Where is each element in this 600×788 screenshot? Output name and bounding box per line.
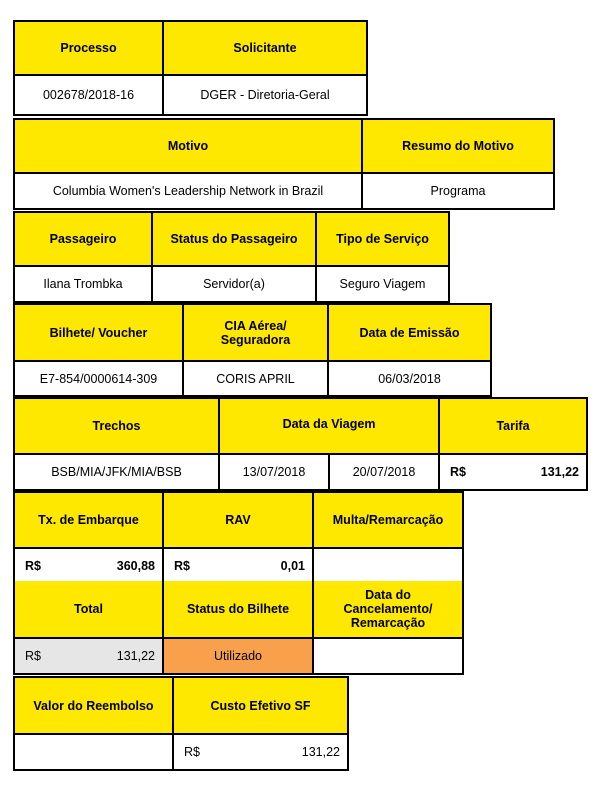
custo-amount: 131,22 [301, 745, 340, 759]
bilhete-header: Bilhete/ Voucher [15, 305, 184, 360]
emissao-header: Data de Emissão [329, 305, 492, 360]
embarque-header: Tx. de Embarque [15, 493, 164, 547]
status-passageiro-header: Status do Passageiro [153, 213, 317, 265]
embarque-value [15, 549, 164, 583]
status-bilhete-value: Utilizado [164, 639, 314, 673]
multa-value [314, 549, 464, 583]
resumo-header: Resumo do Motivo [363, 120, 555, 172]
trechos-header: Trechos [15, 399, 220, 453]
reembolso-header: Valor do Reembolso [15, 678, 174, 733]
tarifa-header: Tarifa [440, 399, 588, 453]
custo-value [174, 735, 349, 769]
emissao-value: 06/03/2018 [329, 362, 492, 395]
motivo-value: Columbia Women's Leadership Network in Brazil [15, 174, 363, 208]
taxas-block [13, 491, 464, 585]
solicitante-header: Solicitante [164, 22, 368, 74]
tarifa-amount: 131,22 [540, 465, 579, 479]
data-viagem-header: Data da Viagem [220, 399, 440, 453]
passageiro-block [13, 211, 450, 303]
status-bilhete-header: Status do Bilhete [164, 581, 314, 637]
total-value [15, 639, 164, 673]
motivo-block [13, 118, 555, 210]
reembolso-value [15, 735, 174, 769]
tarifa-value [440, 455, 588, 489]
total-block [13, 581, 464, 675]
total-currency: R$ [25, 649, 41, 663]
bilhete-block [13, 303, 492, 397]
trechos-block [13, 397, 588, 491]
tipo-servico-header: Tipo de Serviço [317, 213, 450, 265]
processo-header: Processo [15, 22, 164, 74]
bilhete-value: E7-854/0000614-309 [15, 362, 184, 395]
processo-value: 002678/2018-16 [15, 76, 164, 114]
status-passageiro-value: Servidor(a) [153, 267, 317, 301]
tipo-servico-value: Seguro Viagem [317, 267, 450, 301]
cancelamento-value [314, 639, 464, 673]
passageiro-header: Passageiro [15, 213, 153, 265]
rav-amount: 0,01 [280, 559, 305, 573]
custo-currency: R$ [184, 745, 200, 759]
rav-value [164, 549, 314, 583]
tarifa-currency: R$ [450, 465, 466, 479]
passageiro-value: Ilana Trombka [15, 267, 153, 301]
reembolso-block [13, 676, 349, 771]
resumo-value: Programa [363, 174, 555, 208]
rav-currency: R$ [174, 559, 190, 573]
cia-header: CIA Aérea/ Seguradora [184, 305, 329, 360]
data-volta-value: 20/07/2018 [330, 455, 440, 489]
processo-block [13, 20, 368, 116]
total-header: Total [15, 581, 164, 637]
cia-value: CORIS APRIL [184, 362, 329, 395]
embarque-amount: 360,88 [116, 559, 155, 573]
solicitante-value: DGER - Diretoria-Geral [164, 76, 368, 114]
motivo-header: Motivo [15, 120, 363, 172]
cancelamento-header: Data do Cancelamento/ Remarcação [314, 581, 464, 637]
total-amount: 131,22 [116, 649, 155, 663]
multa-header: Multa/Remarcação [314, 493, 464, 547]
embarque-currency: R$ [25, 559, 41, 573]
trechos-value: BSB/MIA/JFK/MIA/BSB [15, 455, 220, 489]
rav-header: RAV [164, 493, 314, 547]
data-ida-value: 13/07/2018 [220, 455, 330, 489]
custo-header: Custo Efetivo SF [174, 678, 349, 733]
